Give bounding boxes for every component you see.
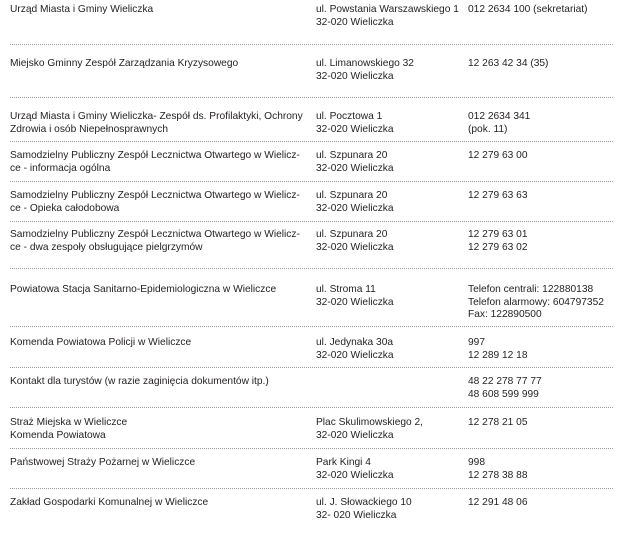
phone: 48 22 278 77 77 48 608 599 999 [468, 376, 542, 400]
institution-name: Urząd Miasta i Gminy Wieliczka- Zespół ds. Profilaktyki, Ochrony Zdrowia i osób Niepełnosprawnych [10, 111, 303, 135]
row-separator [10, 367, 613, 368]
institution-name: Straż Miejska w Wieliczce Komenda Powiatowa [10, 417, 128, 441]
address: Park Kingi 4 32-020 Wieliczka [316, 457, 394, 481]
address: ul. Limanowskiego 32 32-020 Wieliczka [316, 58, 414, 82]
phone: 12 291 48 06 [468, 497, 528, 508]
address: ul. Szpunara 20 32-020 Wieliczka [316, 190, 394, 214]
row-separator [10, 407, 613, 408]
institution-name: Samodzielny Publiczny Zespół Lecznictwa Otwartego w Wielicz- ce - Opieka całodobowa [10, 190, 300, 214]
address: ul. Szpunara 20 32-020 Wieliczka [316, 150, 394, 174]
row-separator [10, 181, 613, 182]
institution-name: Samodzielny Publiczny Zespół Lecznictwa Otwartego w Wielicz- ce - dwa zespoły obsługujące pielgrzymów [10, 229, 300, 253]
address: ul. Jedynaka 30a 32-020 Wieliczka [316, 337, 394, 361]
row-separator [10, 141, 613, 142]
row-separator [10, 268, 613, 269]
institution-name: Kontakt dla turystów (w razie zaginięcia dokumentów itp.) [10, 376, 269, 387]
phone: 12 263 42 34 (35) [468, 58, 549, 69]
institution-name: Powiatowa Stacja Sanitarno-Epidemiologiczna w Wieliczce [10, 284, 277, 295]
row-separator [10, 44, 613, 45]
phone: 12 278 21 05 [468, 417, 528, 428]
address: ul. Pocztowa 1 32-020 Wieliczka [316, 111, 394, 135]
institution-name: Miejsko Gminny Zespół Zarządzania Kryzysowego [10, 58, 239, 69]
address: ul. Szpunara 20 32-020 Wieliczka [316, 229, 394, 253]
address: ul. Powstania Warszawskiego 1 32-020 Wieliczka [316, 4, 459, 28]
institution-name: Samodzielny Publiczny Zespół Lecznictwa Otwartego w Wielicz- ce - informacja ogólna [10, 150, 300, 174]
row-separator [10, 448, 613, 449]
row-separator [10, 326, 613, 327]
phone: 998 12 278 38 88 [468, 457, 528, 481]
phone: 12 279 63 63 [468, 190, 528, 201]
phone: 012 2634 341 (pok. 11) [468, 111, 531, 135]
row-separator [10, 97, 613, 98]
address: ul. Stroma 11 32-020 Wieliczka [316, 284, 394, 308]
institution-name: Państwowej Straży Pożarnej w Wieliczce [10, 457, 196, 468]
address: Plac Skulimowskiego 2, 32-020 Wieliczka [316, 417, 424, 441]
institution-name: Komenda Powiatowa Policji w Wieliczce [10, 337, 192, 348]
phone: Telefon centrali: 122880138 Telefon alarmowy: 604797352 Fax: 122890500 [468, 284, 604, 321]
phone: 12 279 63 00 [468, 150, 528, 161]
phone: 012 2634 100 (sekretariat) [468, 4, 588, 15]
institution-name: Zakład Gospodarki Komunalnej w Wieliczce [10, 497, 209, 508]
phone: 12 279 63 01 12 279 63 02 [468, 229, 528, 253]
institution-name: Urząd Miasta i Gminy Wieliczka [10, 4, 154, 15]
row-separator [10, 488, 613, 489]
address: ul. J. Słowackiego 10 32- 020 Wieliczka [316, 497, 412, 521]
phone: 997 12 289 12 18 [468, 337, 528, 361]
row-separator [10, 221, 613, 222]
